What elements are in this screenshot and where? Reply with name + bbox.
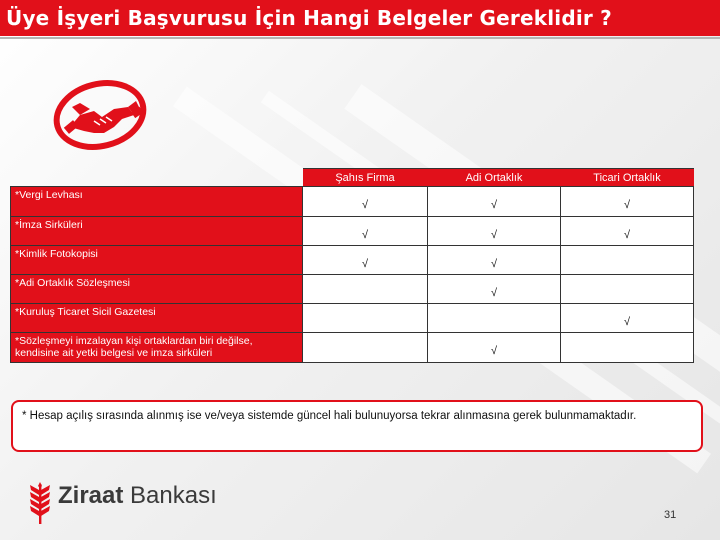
row-label: *Kuruluş Ticaret Sicil Gazetesi <box>11 304 303 333</box>
check-mark: √ <box>303 217 428 246</box>
table-row <box>11 333 694 363</box>
check-mark: √ <box>428 187 561 217</box>
brand-name-bold: Ziraat <box>58 482 124 509</box>
documents-table <box>10 168 694 363</box>
check-mark <box>303 304 428 333</box>
check-mark <box>303 275 428 304</box>
check-mark: √ <box>428 333 561 363</box>
table-row <box>11 187 694 217</box>
page-title: Üye İşyeri Başvurusu İçin Hangi Belgeler Gereklidir ? <box>6 6 612 30</box>
title-divider <box>0 37 720 39</box>
brand-name <box>58 482 217 510</box>
row-label: *Vergi Levhası <box>11 187 303 217</box>
row-label: *İmza Sirküleri <box>11 217 303 246</box>
check-mark: √ <box>303 246 428 275</box>
row-label: *Sözleşmeyi imzalayan kişi ortaklardan biri değilse, kendisine ait yetki belgesi ve imza sirküleri <box>11 333 303 363</box>
table-header-row <box>11 169 694 187</box>
column-header: Şahıs Firma <box>303 169 428 187</box>
footnote-text: * Hesap açılış sırasında alınmış ise ve/veya sistemde güncel hali bulunuyorsa tekrar alınmasına gerek bulunmamaktadır. <box>22 410 637 422</box>
handshake-icon <box>50 75 150 155</box>
check-mark: √ <box>561 304 694 333</box>
check-mark <box>561 333 694 363</box>
footnote-box <box>11 400 703 452</box>
table-corner-cell <box>11 169 303 187</box>
check-mark <box>561 275 694 304</box>
check-mark <box>428 304 561 333</box>
check-mark: √ <box>428 275 561 304</box>
table-row <box>11 275 694 304</box>
check-mark: √ <box>428 246 561 275</box>
table-row <box>11 217 694 246</box>
check-mark: √ <box>561 217 694 246</box>
check-mark <box>303 333 428 363</box>
row-label: *Kimlik Fotokopisi <box>11 246 303 275</box>
wheat-logo-icon <box>28 480 52 524</box>
column-header: Ticari Ortaklık <box>561 169 694 187</box>
table-row <box>11 246 694 275</box>
check-mark: √ <box>303 187 428 217</box>
column-header: Adi Ortaklık <box>428 169 561 187</box>
check-mark <box>561 246 694 275</box>
table-row <box>11 304 694 333</box>
check-mark: √ <box>428 217 561 246</box>
row-label: *Adi Ortaklık Sözleşmesi <box>11 275 303 304</box>
check-mark: √ <box>561 187 694 217</box>
brand-name-regular: Bankası <box>123 482 217 509</box>
title-bar <box>0 0 720 36</box>
page-number: 31 <box>664 509 677 521</box>
